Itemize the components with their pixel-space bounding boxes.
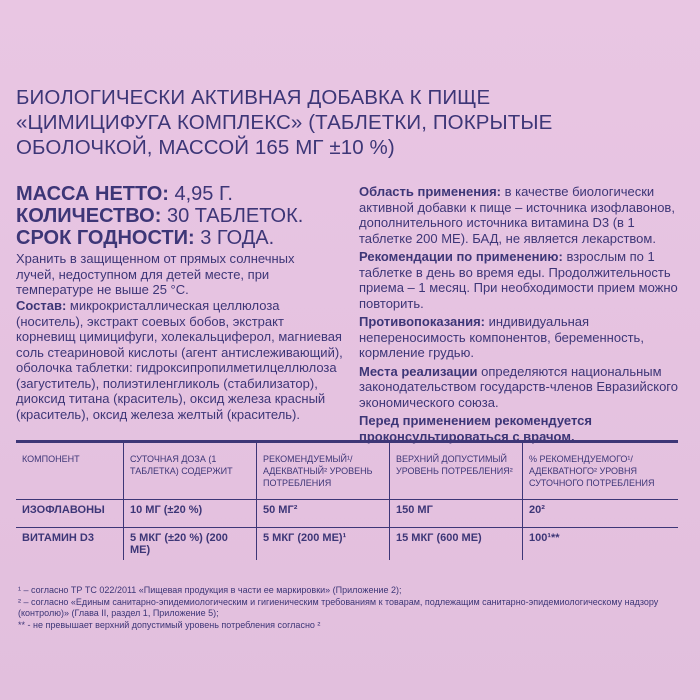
- quantity-label: КОЛИЧЕСТВО:: [16, 205, 162, 227]
- right-column: [359, 184, 689, 447]
- table-cell: 20²: [523, 500, 679, 528]
- table-row: [16, 528, 678, 561]
- contraindications-label: Противопоказания:: [359, 314, 485, 329]
- table-cell: 5 МКГ (±20 %) (200 МЕ): [124, 528, 257, 561]
- composition-text: микрокристаллическая целлюлоза (носитель), экстракт соевых бобов, экстракт корневищ цимицифуги, холекальциферол, магниевая соль стеариновой кислоты (агент антислеживающий), оболочка таблетки: гидроксипропилметилцеллюлоза (загуститель), полиэтиленгликоль (стабилизатор), диоксид титана (краситель), оксид железа красный (краситель), оксид железа желтый (краситель).: [16, 298, 343, 422]
- product-title: БИОЛОГИЧЕСКИ АКТИВНАЯ ДОБАВКА К ПИЩЕ «ЦИМИЦИФУГА КОМПЛЕКС» (ТАБЛЕТКИ, ПОКРЫТЫЕ ОБОЛОЧКОЙ, МАССОЙ 165 МГ ±10 %): [16, 86, 553, 159]
- net-mass-label: МАССА НЕТТО:: [16, 183, 169, 205]
- table-header-cell: КОМПОНЕНТ: [22, 454, 80, 464]
- table-cell: 150 МГ: [390, 500, 523, 528]
- footnote: ² – согласно «Единым санитарно-эпидемиологическим и гигиеническим требованиям к товарам, подлежащим санитарно-эпидемиологическому надзору (контролю)» (Глава II, раздел 1, Приложение 5);: [18, 596, 659, 618]
- table-row: [16, 500, 678, 528]
- contraindications-block: [359, 314, 689, 361]
- composition-label: Состав:: [16, 298, 67, 313]
- recommendations-block: [359, 249, 689, 311]
- table-cell: 10 МГ (±20 %): [124, 500, 257, 528]
- application-label: Область применения:: [359, 184, 501, 199]
- table-cell: 15 МКГ (600 МЕ): [390, 528, 523, 561]
- footnotes: [18, 585, 678, 631]
- storage-text: Хранить в защищенном от прямых солнечных лучей, недоступном для детей месте, при температуре не выше 25 °С.: [16, 251, 295, 297]
- footnote: ¹ – согласно ТР ТС 022/2011 «Пищевая продукция в части ее маркировки» (Приложение 2);: [18, 585, 402, 595]
- places-label: Места реализации: [359, 363, 478, 379]
- shelf-life-label: СРОК ГОДНОСТИ:: [16, 227, 195, 249]
- places-block: [359, 364, 689, 411]
- table-cell: 100¹**: [523, 528, 679, 561]
- table-header-cell: ВЕРХНИЙ ДОПУСТИМЫЙ УРОВЕНЬ ПОТРЕБЛЕНИЯ²: [390, 442, 523, 500]
- table-cell: 50 МГ²: [257, 500, 390, 528]
- shelf-life-value: 3 ГОДА.: [194, 227, 275, 249]
- net-mass-line: [16, 183, 233, 205]
- net-mass-value: 4,95 Г.: [168, 183, 233, 205]
- table-cell: ВИТАМИН D3: [22, 532, 94, 544]
- shelf-life-line: [16, 227, 274, 249]
- footnote: ** - не превышает верхний допустимый уровень потребления согласно ²: [18, 619, 321, 630]
- table-header-cell: СУТОЧНАЯ ДОЗА (1 ТАБЛЕТКА) СОДЕРЖИТ: [124, 442, 257, 500]
- warning-text: Перед применением рекомендуется проконсультироваться с врачом.: [359, 413, 592, 444]
- application-block: [359, 184, 689, 246]
- composition-block: [16, 298, 346, 422]
- table-cell: 5 МКГ (200 МЕ)¹: [257, 528, 390, 561]
- table-header-cell: РЕКОМЕНДУЕМЫЙ¹/ АДЕКВАТНЫЙ² УРОВЕНЬ ПОТРЕБЛЕНИЯ: [257, 442, 390, 500]
- quantity-value: 30 ТАБЛЕТОК.: [161, 205, 304, 227]
- table-cell: ИЗОФЛАВОНЫ: [22, 504, 105, 516]
- contraindications-text: индивидуальная непереносимость компонентов, беременность, кормление грудью.: [359, 314, 644, 360]
- nutrition-table: [16, 440, 678, 560]
- recommendations-label: Рекомендации по применению:: [359, 249, 563, 264]
- table-header-row: [16, 442, 678, 500]
- application-text: в качестве биологически активной добавки к пище – источника изофлавонов, дополнительного источника витамина D3 (в 1 таблетке 200 МЕ). БАД, не является лекарством.: [359, 184, 675, 246]
- places-text: определяются национальным законодательством государств-членов Евразийского экономического союза.: [359, 363, 678, 410]
- quantity-line: [16, 205, 303, 227]
- table-header-cell: % РЕКОМЕНДУЕМОГО¹/ АДЕКВАТНОГО² УРОВНЯ СУТОЧНОГО ПОТРЕБЛЕНИЯ: [523, 442, 679, 500]
- recommendations-text: взрослым по 1 таблетке в день во время еды. Продолжительность приема – 1 месяц. При необходимости прием можно повторить.: [359, 249, 678, 311]
